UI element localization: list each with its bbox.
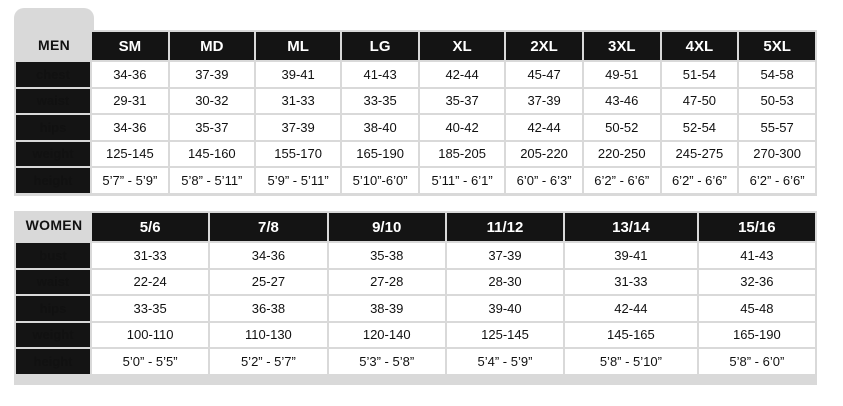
women-size-value-cell: 33-35 [92, 296, 208, 321]
men-size-value-cell: 270-300 [739, 142, 815, 167]
men-size-header: XL [420, 32, 504, 60]
men-measure-row [16, 62, 815, 87]
women-size-value-cell: 27-28 [329, 270, 445, 295]
women-size-value-cell: 22-24 [92, 270, 208, 295]
men-size-header-row [16, 32, 815, 60]
women-measure-row [16, 349, 815, 374]
men-size-value-cell: 49-51 [584, 62, 660, 87]
men-measure-label: chest [16, 62, 90, 87]
men-size-value-cell: 43-46 [584, 89, 660, 114]
men-measure-row [16, 142, 815, 167]
women-size-table [14, 211, 817, 376]
women-size-value-cell: 28-30 [447, 270, 563, 295]
men-size-value-cell: 6’2” - 6’6” [662, 168, 738, 193]
men-size-value-cell: 37-39 [170, 62, 254, 87]
women-measure-label: bust [16, 243, 90, 268]
men-size-value-cell: 5’9” - 5’11” [256, 168, 340, 193]
women-size-value-cell: 25-27 [210, 270, 326, 295]
women-size-value-cell: 34-36 [210, 243, 326, 268]
women-header-corner [16, 213, 90, 241]
women-measure-label: hips [16, 296, 90, 321]
men-size-value-cell: 33-35 [342, 89, 418, 114]
men-measure-label: hips [16, 115, 90, 140]
men-size-value-cell: 5’7” - 5’9” [92, 168, 168, 193]
men-size-value-cell: 125-145 [92, 142, 168, 167]
men-size-value-cell: 5’10”-6’0” [342, 168, 418, 193]
men-size-value-cell: 165-190 [342, 142, 418, 167]
men-size-value-cell: 6’2” - 6’6” [739, 168, 815, 193]
men-size-value-cell: 47-50 [662, 89, 738, 114]
men-size-value-cell: 54-58 [739, 62, 815, 87]
men-size-value-cell: 29-31 [92, 89, 168, 114]
men-size-value-cell: 6’2” - 6’6” [584, 168, 660, 193]
men-size-value-cell: 50-53 [739, 89, 815, 114]
women-size-header: 15/16 [699, 213, 815, 241]
women-size-value-cell: 125-145 [447, 323, 563, 348]
women-measure-row [16, 296, 815, 321]
women-size-value-cell: 165-190 [699, 323, 815, 348]
women-size-value-cell: 31-33 [92, 243, 208, 268]
men-header-corner [16, 32, 90, 60]
men-measure-row [16, 115, 815, 140]
women-measure-label: waist [16, 270, 90, 295]
women-size-value-cell: 145-165 [565, 323, 697, 348]
men-size-value-cell: 42-44 [420, 62, 504, 87]
men-size-value-cell: 220-250 [584, 142, 660, 167]
women-size-value-cell: 39-41 [565, 243, 697, 268]
women-size-value-cell: 39-40 [447, 296, 563, 321]
women-size-value-cell: 36-38 [210, 296, 326, 321]
women-size-value-cell: 5’0” - 5’5” [92, 349, 208, 374]
men-measure-label: weight [16, 142, 90, 167]
women-section-label: WOMEN [25, 217, 83, 233]
women-size-header: 11/12 [447, 213, 563, 241]
men-size-value-cell: 52-54 [662, 115, 738, 140]
men-size-value-cell: 31-33 [256, 89, 340, 114]
men-size-table [14, 30, 817, 195]
women-size-value-cell: 5’4” - 5’9” [447, 349, 563, 374]
women-size-header: 5/6 [92, 213, 208, 241]
men-size-value-cell: 34-36 [92, 115, 168, 140]
men-size-value-cell: 6’0” - 6’3” [506, 168, 582, 193]
men-measure-row [16, 89, 815, 114]
women-size-value-cell: 5’3” - 5’8” [329, 349, 445, 374]
men-size-value-cell: 34-36 [92, 62, 168, 87]
men-size-value-cell: 35-37 [420, 89, 504, 114]
men-size-header: 3XL [584, 32, 660, 60]
men-size-value-cell: 35-37 [170, 115, 254, 140]
men-size-value-cell: 155-170 [256, 142, 340, 167]
men-size-value-cell: 51-54 [662, 62, 738, 87]
women-measure-label: height [16, 349, 90, 374]
men-size-header: LG [342, 32, 418, 60]
women-measure-row [16, 243, 815, 268]
women-size-value-cell: 41-43 [699, 243, 815, 268]
women-size-value-cell: 45-48 [699, 296, 815, 321]
men-size-value-cell: 40-42 [420, 115, 504, 140]
men-size-value-cell: 30-32 [170, 89, 254, 114]
men-size-value-cell: 145-160 [170, 142, 254, 167]
women-size-value-cell: 5’8” - 6’0” [699, 349, 815, 374]
men-section-label: MEN [37, 37, 70, 53]
women-size-header: 13/14 [565, 213, 697, 241]
women-size-header-row [16, 213, 815, 241]
men-size-value-cell: 5’8” - 5’11” [170, 168, 254, 193]
women-size-value-cell: 5’8” - 5’10” [565, 349, 697, 374]
men-size-value-cell: 50-52 [584, 115, 660, 140]
women-size-value-cell: 5’2” - 5’7” [210, 349, 326, 374]
men-size-value-cell: 205-220 [506, 142, 582, 167]
men-size-value-cell: 37-39 [506, 89, 582, 114]
women-size-value-cell: 100-110 [92, 323, 208, 348]
men-size-header: MD [170, 32, 254, 60]
men-size-value-cell: 38-40 [342, 115, 418, 140]
men-size-header: SM [92, 32, 168, 60]
men-measure-row [16, 168, 815, 193]
men-size-header: 5XL [739, 32, 815, 60]
men-size-value-cell: 185-205 [420, 142, 504, 167]
women-measure-label: weight [16, 323, 90, 348]
men-size-value-cell: 245-275 [662, 142, 738, 167]
men-size-value-cell: 37-39 [256, 115, 340, 140]
men-measure-label: height [16, 168, 90, 193]
women-size-value-cell: 35-38 [329, 243, 445, 268]
women-size-header: 9/10 [329, 213, 445, 241]
women-size-value-cell: 32-36 [699, 270, 815, 295]
men-size-value-cell: 55-57 [739, 115, 815, 140]
women-measure-row [16, 323, 815, 348]
men-size-value-cell: 41-43 [342, 62, 418, 87]
women-size-value-cell: 38-39 [329, 296, 445, 321]
men-size-value-cell: 39-41 [256, 62, 340, 87]
women-size-header: 7/8 [210, 213, 326, 241]
men-size-value-cell: 45-47 [506, 62, 582, 87]
men-measure-label: waist [16, 89, 90, 114]
women-size-value-cell: 110-130 [210, 323, 326, 348]
women-size-value-cell: 120-140 [329, 323, 445, 348]
women-size-value-cell: 37-39 [447, 243, 563, 268]
women-size-value-cell: 31-33 [565, 270, 697, 295]
men-size-value-cell: 5’11” - 6’1” [420, 168, 504, 193]
men-size-header: 2XL [506, 32, 582, 60]
men-size-header: ML [256, 32, 340, 60]
women-size-value-cell: 42-44 [565, 296, 697, 321]
men-size-header: 4XL [662, 32, 738, 60]
men-size-value-cell: 42-44 [506, 115, 582, 140]
women-measure-row [16, 270, 815, 295]
